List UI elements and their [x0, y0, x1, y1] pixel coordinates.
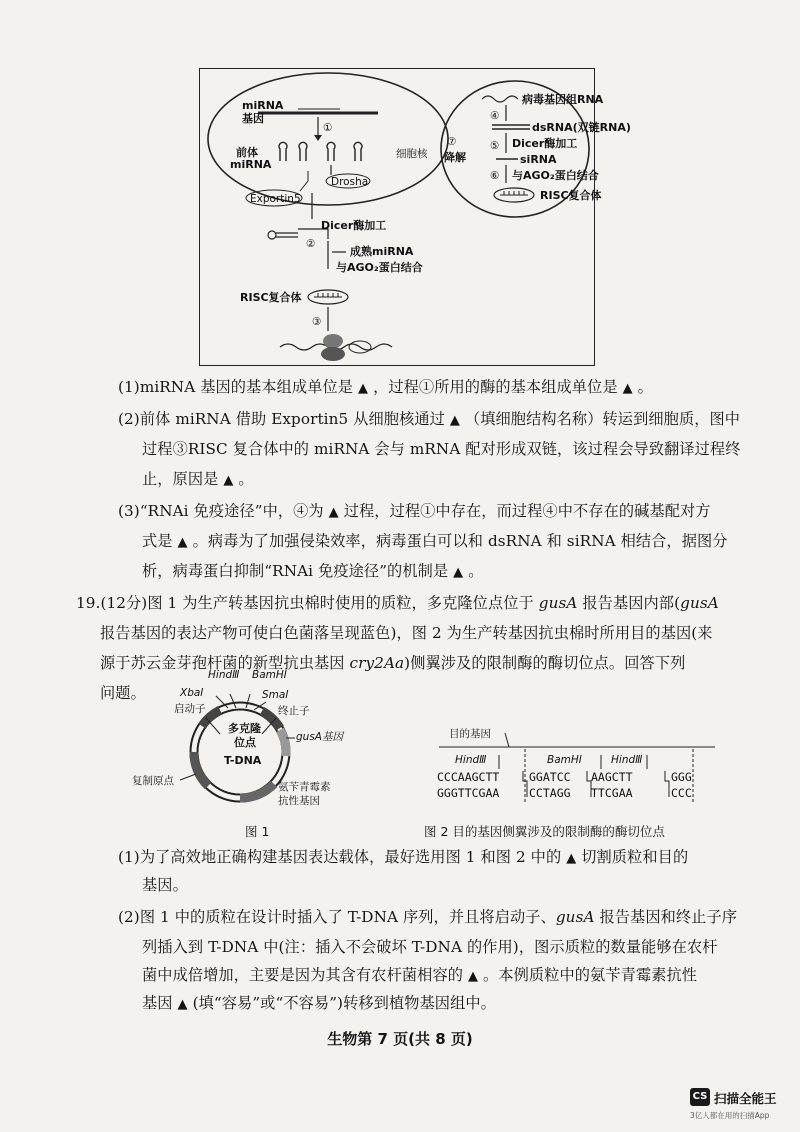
- answer-blank-5: ▲: [328, 505, 339, 520]
- pre-mirna-label-a: 前体: [236, 146, 258, 159]
- q18-3-text-a: (3)“RNAi 免疫途径”中，④为: [118, 502, 324, 520]
- q19-2-line-4: [142, 994, 496, 1014]
- q19-1-line-1: [118, 848, 688, 868]
- risc1-mirna: [314, 293, 342, 297]
- seq-top-d: GGG: [671, 770, 692, 784]
- ribosome-bottom: [321, 347, 345, 361]
- q19-text-3a: 源于苏云金芽孢杆菌的新型抗虫基因: [100, 654, 350, 672]
- ori-segment: [194, 752, 208, 786]
- answer-blank-6: ▲: [177, 535, 188, 550]
- q18-3-text-b: 过程，过程①中存在，而过程④中不存在的碱基配对方: [343, 502, 711, 520]
- q19-text-1b: 报告基因内部(: [577, 594, 681, 612]
- q19-text-4: 问题。: [100, 684, 146, 702]
- step-6-label: ⑥: [490, 170, 500, 182]
- mcs-label-b: 位点: [234, 736, 256, 749]
- mature-label-a: 成熟miRNA: [350, 245, 414, 258]
- risc2-label: RISC复合体: [540, 189, 602, 202]
- step-3-label: ③: [312, 316, 322, 328]
- plasmid-diagram: [90, 660, 343, 810]
- ago2-label: 与AGO₂蛋白结合: [512, 169, 599, 182]
- mcs-label-a: 多克隆: [228, 722, 261, 735]
- q18-2-line-1: [118, 410, 740, 430]
- mature-label-b: 与AGO₂蛋白结合: [336, 261, 423, 274]
- target-gene-label: 目的基因: [449, 728, 491, 740]
- sirna-label: siRNA: [520, 153, 557, 166]
- amp-segment: [240, 784, 274, 798]
- answer-blank-10: ▲: [177, 997, 188, 1012]
- page-footer: 生物第 7 页(共 8 页): [327, 1030, 473, 1048]
- seq-bot-d: CCC: [671, 786, 692, 800]
- seq-top-b: GGATCC: [529, 770, 571, 784]
- answer-blank-1: ▲: [358, 381, 369, 396]
- q18-1-line: [118, 378, 653, 398]
- step-4-label: ④: [490, 110, 500, 122]
- virus-rna-label: 病毒基因组RNA: [522, 93, 604, 106]
- seq-top-a: CCCAAGCTT: [437, 770, 500, 784]
- exportin-hairpin: [300, 171, 308, 191]
- seq-bot-a: GGGTTCGAA: [437, 786, 500, 800]
- seq-bot-c: TTCGAA: [591, 786, 633, 800]
- ori-label: 复制原点: [132, 775, 174, 787]
- q18-2-text-b: （填细胞结构名称）转运到细胞质，图中: [464, 410, 741, 428]
- q19-2-line-2: [142, 938, 718, 956]
- risc1-label: RISC复合体: [240, 291, 302, 304]
- answer-blank-9: ▲: [467, 969, 479, 984]
- q18-1-text-b: ，过程①所用的酶的基本组成单位是: [373, 378, 618, 396]
- q18-1-text-c: 。: [637, 378, 653, 396]
- q19-2-text-e: 。本例质粒中的氨苄青霉素抗性: [483, 966, 698, 984]
- q19-2-text-d: 菌中成倍增加，主要是因为其含有农杆菌相容的: [142, 966, 464, 984]
- cut-right: [665, 771, 669, 797]
- step-2-label: ②: [306, 238, 316, 250]
- plasmid-sma-label: SmaⅠ: [262, 689, 289, 701]
- q19-text-3b: )侧翼涉及的限制酶的酶切位点。回答下列: [404, 654, 686, 672]
- ribosome-top: [323, 334, 343, 348]
- mirna-gene-label-a: miRNA: [242, 99, 284, 112]
- q19-2-text-f: 基因: [142, 994, 173, 1012]
- terminator-label: 终止子: [278, 705, 310, 717]
- q18-3-text-c: 式是: [142, 532, 173, 550]
- answer-blank-4: ▲: [223, 473, 234, 488]
- plasmid-bam-label: BamHⅠ: [252, 669, 287, 681]
- virus-rna: [482, 96, 518, 102]
- risc2-sirna: [500, 191, 528, 195]
- fig2-caption: 图 2 目的基因侧翼涉及的限制酶的酶切位点: [424, 824, 665, 839]
- q18-3-text-d: 。病毒为了加强侵染效率，病毒蛋白可以和 dsRNA 和 siRNA 相结合，据图分: [192, 532, 728, 550]
- q19-2-text-c: 列插入到 T-DNA 中(注：插入不会破坏 T-DNA 的作用)，图示质粒的数量能够在农杆: [142, 938, 718, 956]
- answer-blank-8: ▲: [566, 851, 577, 866]
- q18-3-line-2: [142, 532, 728, 552]
- pre-mirna-hairpins: [279, 142, 362, 161]
- fig1-caption: 图 1: [245, 824, 270, 839]
- q19-2-line-1: [118, 908, 737, 926]
- q18-2-line-2: [142, 440, 741, 458]
- drosha-label: Drosha: [331, 176, 369, 188]
- step-1-label: ①: [323, 122, 333, 134]
- q19-text-1a: 19.(12分)图 1 为生产转基因抗虫棉时使用的质粒，多克隆位点位于: [76, 594, 539, 612]
- plasmid-hind-label: HindⅢ: [208, 669, 240, 681]
- q18-3-line-1: [118, 502, 711, 522]
- q19-gusa-2: gusA: [680, 594, 719, 612]
- q18-2-text-c: 过程③RISC 复合体中的 miRNA 会与 mRNA 配对形成双链，该过程会导致翻译过程终: [142, 440, 741, 458]
- q18-3-line-3: [142, 562, 484, 582]
- q18-3-text-e: 析，病毒蛋白抑制“RNAi 免疫途径”的机制是: [142, 562, 449, 580]
- degrade-label: 降解: [444, 151, 466, 164]
- answer-blank-7: ▲: [453, 565, 464, 580]
- exportin-label: Exportin5: [250, 193, 301, 205]
- q19-line-1: [76, 594, 719, 612]
- seq-top-c: AAGCTT: [591, 770, 633, 784]
- amp-label-b: 抗性基因: [278, 795, 320, 807]
- rnai-diagram: [200, 69, 631, 367]
- q18-2-text-a: (2)前体 miRNA 借助 Exportin5 从细胞核通过: [118, 410, 445, 428]
- scanner-app-tagline: 3亿人都在用的扫描App: [690, 1111, 770, 1120]
- q19-2-text-g: (填“容易”或“不容易”)转移到植物基因组中。: [192, 994, 496, 1012]
- q18-2-text-e: 。: [238, 470, 254, 488]
- mirna-gene-label-b: 基因: [242, 112, 264, 125]
- seq-bot-b: CCTAGG: [529, 786, 571, 800]
- q18-2-text-d: 止，原因是: [142, 470, 219, 488]
- pre-mirna-label-b: miRNA: [230, 158, 272, 171]
- plasmid-xba-label: XbaⅠ: [180, 687, 204, 699]
- tdna-label: T-DNA: [224, 754, 262, 767]
- dicer1-label: Dicer酶加工: [321, 219, 387, 232]
- dsrna-label: dsRNA(双链RNA): [532, 121, 631, 134]
- nucleus-ellipse: [208, 73, 448, 205]
- nucleus-label: 细胞核: [396, 148, 428, 160]
- q19-gusa-1: gusA: [538, 594, 578, 612]
- rnai-figure: [199, 68, 631, 366]
- step-7-label: ⑦: [447, 136, 457, 148]
- scanner-app-name: 扫描全能王: [714, 1091, 777, 1106]
- cs-logo-icon: CS: [690, 1088, 710, 1106]
- q19-1-text-b: 切割质粒和目的: [581, 848, 689, 866]
- answer-blank-3: ▲: [449, 413, 460, 428]
- q18-3-text-f: 。: [468, 562, 484, 580]
- q19-2-text-a: (2)图 1 中的质粒在设计时插入了 T-DNA 序列，并且将启动子、: [118, 908, 556, 926]
- seq-hind1-label: HindⅢ: [455, 754, 487, 766]
- gus-label: gusA基因: [296, 731, 343, 743]
- q19-line-2: [100, 624, 713, 642]
- q19-1-text-c: 基因。: [142, 876, 188, 894]
- q19-2-text-b: 报告基因和终止子序: [594, 908, 738, 926]
- arrow-1-head: [314, 135, 322, 141]
- sequence-diagram: [425, 725, 715, 807]
- q18-2-line-3: [142, 470, 254, 490]
- amp-label-a: 氨苄青霉素: [278, 781, 331, 793]
- cyto-hairpin-loop: [268, 231, 276, 239]
- step-5-label: ⑤: [490, 140, 500, 152]
- promoter-label: 启动子: [174, 703, 206, 715]
- q18-1-text-a: (1)miRNA 基因的基本组成单位是: [118, 378, 354, 396]
- gus-segment: [280, 730, 286, 756]
- q19-2-gusa: gusA: [555, 908, 595, 926]
- q19-text-2: 报告基因的表达产物可使白色菌落呈现蓝色)，图 2 为生产转基因抗虫棉时所用目的基因(来: [100, 624, 713, 642]
- q19-1-line-2: [142, 876, 188, 894]
- q19-1-text-a: (1)为了高效地正确构建基因表达载体，最好选用图 1 和图 2 中的: [118, 848, 562, 866]
- seq-bam-label: BamHⅠ: [547, 754, 582, 766]
- target-pointer: [505, 733, 509, 747]
- seq-hind2-label: HindⅢ: [611, 754, 643, 766]
- q19-2-line-3: [142, 966, 697, 986]
- answer-blank-2: ▲: [622, 381, 633, 396]
- scanner-watermark: [690, 1088, 794, 1128]
- dicer2-label: Dicer酶加工: [512, 137, 578, 150]
- ori-pointer: [180, 774, 196, 780]
- q19-cry-gene: cry2Aa: [349, 654, 405, 672]
